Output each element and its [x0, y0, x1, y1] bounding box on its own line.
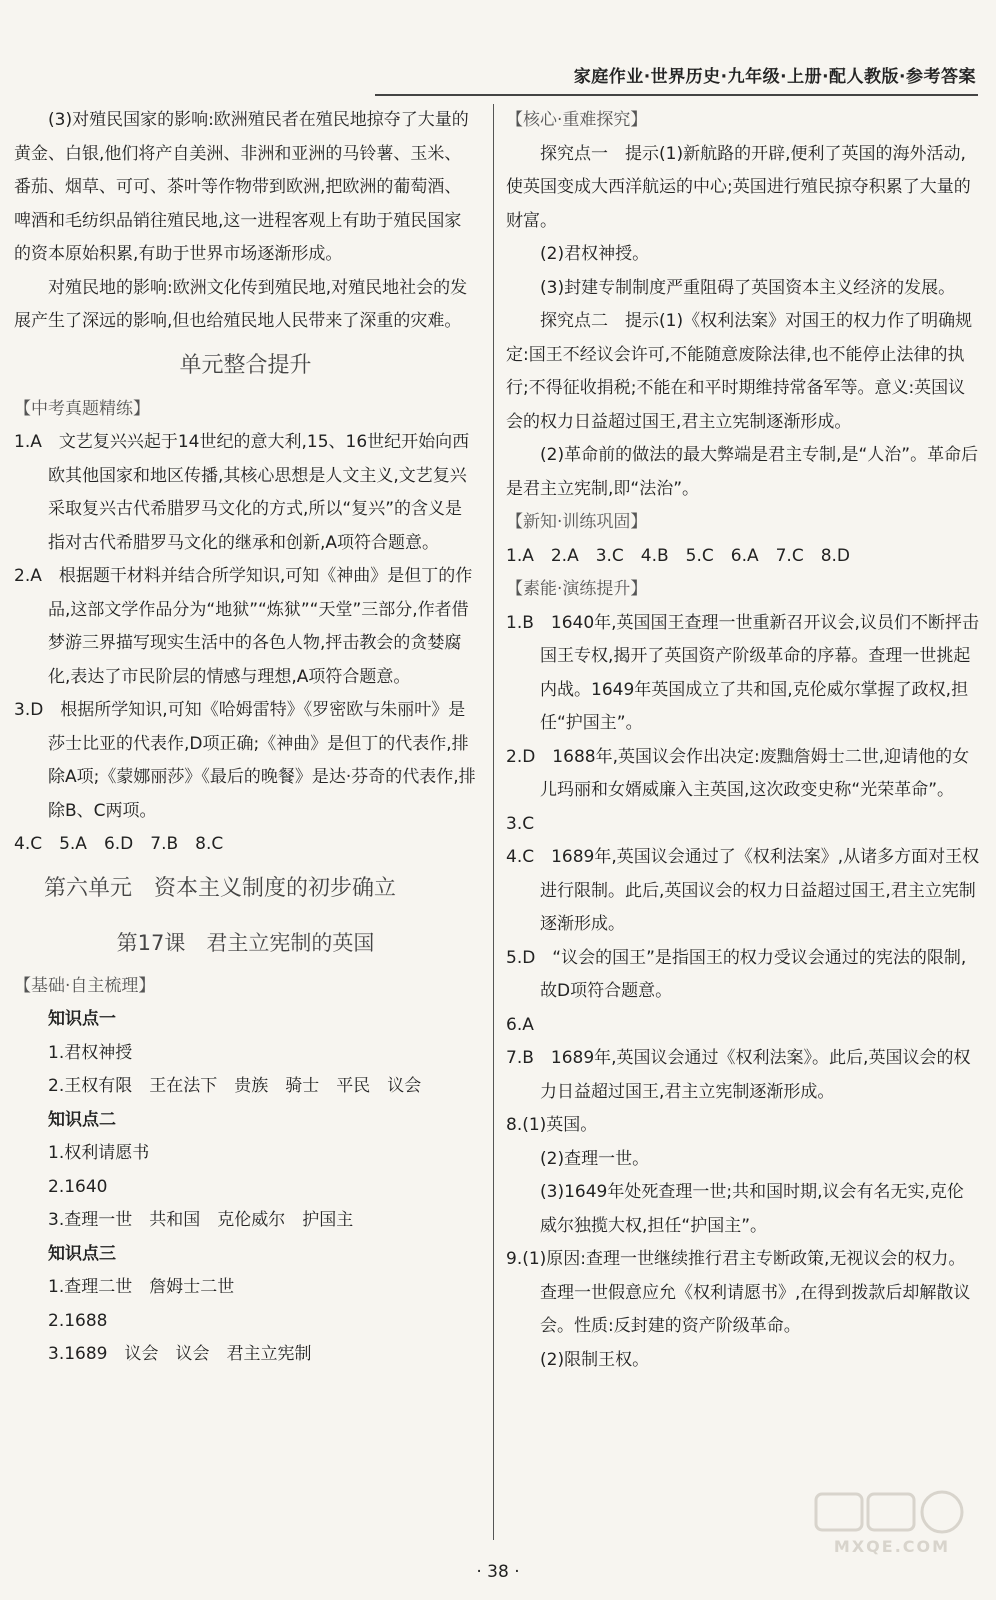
knowledge-point-1: 知识点一 [48, 1009, 116, 1029]
paragraph-colonizer-impact: (3)对殖民国家的影响:欧洲殖民者在殖民地掠夺了大量的黄金、白银,他们将产自美洲、非洲和亚洲的马铃薯、玉米、番茄、烟草、可可、茶叶等作物带到欧洲,把欧洲的葡萄酒、啤酒和毛纺织品销往殖民地,这一进程客观上有助于殖民国家的资本原始积累,有助于世界市场逐渐形成。 [14, 110, 469, 264]
new-knowledge-answers: 1.A 2.A 3.C 4.B 5.C 6.A 7.C 8.D [506, 545, 851, 566]
answer-4-8: 4.C 5.A 6.D 7.B 8.C [14, 834, 224, 854]
watermark-logo [812, 1490, 972, 1560]
explore-point-2: 探究点二 提示(1)《权利法案》对国王的权力作了明确规定:国王不经议会许可,不能随意废除法律,也不能停止法律的执行;不得征收捐税;不能在和平时期维持常备军等。意义:英国议会的权力日益超过国王,君主立宪制逐渐形成。 [506, 311, 973, 432]
skill-answer-1: 1.B 1640年,英国国王查理一世重新召开议会,议员们不断抨击国王专权,揭开了英国资产阶级革命的序幕。查理一世挑起内战。1649年英国成立了共和国,克伦威尔掌握了政权,担任“护国主”。 [506, 612, 979, 733]
unit-title: 单元整合提升 [179, 352, 312, 378]
skill-answer-4: 4.C 1689年,英国议会通过了《权利法案》,从诸多方面对王权进行限制。此后,英国议会的权力日益超过国王,君主立宪制逐渐形成。 [506, 847, 980, 934]
skill-answer-8: 8.(1)英国。 [506, 1115, 598, 1135]
answer-3: 3.D 根据所学知识,可知《哈姆雷特》《罗密欧与朱丽叶》是莎士比亚的代表作,D项正确;《神曲》是但丁的代表作,排除A项;《蒙娜丽莎》《最后的晚餐》是达·芬奇的代表作,排除B、C两项。 [14, 700, 476, 821]
skill-answer-7: 7.B 1689年,英国议会通过《权利法案》。此后,英国议会的权力日益超过国王,君主立宪制逐渐形成。 [506, 1048, 971, 1102]
skill-answer-9: 9.(1)原因:查理一世继续推行君主专断政策,无视议会的权力。查理一世假意应允《权利请愿书》,在得到拨款后却解散议会。性质:反封建的资产阶级革命。 [506, 1249, 971, 1336]
paragraph-colony-impact: 对殖民地的影响:欧洲文化传到殖民地,对殖民地社会的发展产生了深远的影响,但也给殖民地人民带来了深重的灾难。 [14, 277, 468, 331]
header-rule [375, 94, 978, 96]
explore-point-1: 探究点一 提示(1)新航路的开辟,便利了英国的海外活动,使英国变成大西洋航运的中心;英国进行殖民掠夺积累了大量的财富。 [506, 143, 971, 231]
skill-answer-9-2: (2)限制王权。 [540, 1349, 650, 1370]
answer-1: 1.A 文艺复兴兴起于14世纪的意大利,15、16世纪开始向西欧其他国家和地区传播,其核心思想是人文主义,文艺复兴采取复兴古代希腊罗马文化的方式,所以“复兴”的含义是指对古代希腊罗马文化的继承和创新,A项符合题意。 [14, 432, 470, 553]
kp3-item-2: 2.1688 [48, 1310, 108, 1331]
knowledge-point-3: 知识点三 [48, 1243, 116, 1264]
page-number: · 38 · [476, 1562, 520, 1582]
section-new-knowledge: 【新知·训练巩固】 [506, 512, 648, 532]
explore-point-1-3: (3)封建专制制度严重阻碍了英国资本主义经济的发展。 [540, 277, 956, 298]
skill-answer-5: 5.D “议会的国王”是指国王的权力受议会通过的宪法的限制,故D项符合题意。 [506, 947, 967, 1001]
explore-point-1-2: (2)君权神授。 [540, 244, 650, 264]
kp2-item-1: 1.权利请愿书 [48, 1143, 150, 1163]
kp3-item-1: 1.查理二世 詹姆士二世 [48, 1277, 235, 1297]
right-column [506, 104, 980, 1377]
section-skill: 【素能·演练提升】 [506, 579, 648, 599]
kp2-item-3: 3.查理一世 共和国 克伦威尔 护国主 [48, 1210, 354, 1230]
watermark-icon [812, 1490, 972, 1560]
section-exam-practice: 【中考真题精练】 [14, 398, 150, 419]
knowledge-point-2: 知识点二 [48, 1109, 116, 1130]
section-basic: 【基础·自主梳理】 [14, 975, 156, 996]
skill-answer-3: 3.C [506, 813, 535, 834]
kp2-item-2: 2.1640 [48, 1176, 108, 1197]
column-divider [493, 104, 494, 1540]
skill-answer-6: 6.A [506, 1014, 534, 1035]
left-column [14, 104, 477, 1372]
kp1-item-2: 2.王权有限 王在法下 贵族 骑士 平民 议会 [48, 1076, 422, 1096]
skill-answer-8-2: (2)查理一世。 [540, 1148, 650, 1169]
kp3-item-3: 3.1689 议会 议会 君主立宪制 [48, 1344, 312, 1364]
skill-answer-8-3: (3)1649年处死查理一世;共和国时期,议会有名无实,克伦威尔独揽大权,担任“护国主”。 [540, 1182, 964, 1236]
skill-answer-2: 2.D 1688年,英国议会作出决定:废黜詹姆士二世,迎请他的女儿玛丽和女婿威廉入主英国,这次政变史称“光荣革命”。 [506, 746, 970, 800]
section-core: 【核心·重难探究】 [506, 110, 648, 130]
page-header: 家庭作业·世界历史·九年级·上册·配人教版·参考答案 [573, 67, 976, 87]
explore-point-2-2: (2)革命前的做法的最大弊端是君主专制,是“人治”。革命后是君主立宪制,即“法治”。 [506, 445, 979, 499]
kp1-item-1: 1.君权神授 [48, 1042, 133, 1063]
watermark-text: MXQE.COM [833, 1537, 951, 1556]
answer-2: 2.A 根据题干材料并结合所学知识,可知《神曲》是但丁的作品,这部文学作品分为“地狱”“炼狱”“天堂”三部分,作者借梦游三界描写现实生活中的各色人物,抨击教会的贪婪腐化,表达了市民阶层的情感与理想,A项符合题意。 [14, 566, 473, 687]
chapter-title: 第六单元 资本主义制度的初步确立 [44, 875, 397, 901]
lesson-title: 第17课 君主立宪制的英国 [116, 930, 375, 955]
